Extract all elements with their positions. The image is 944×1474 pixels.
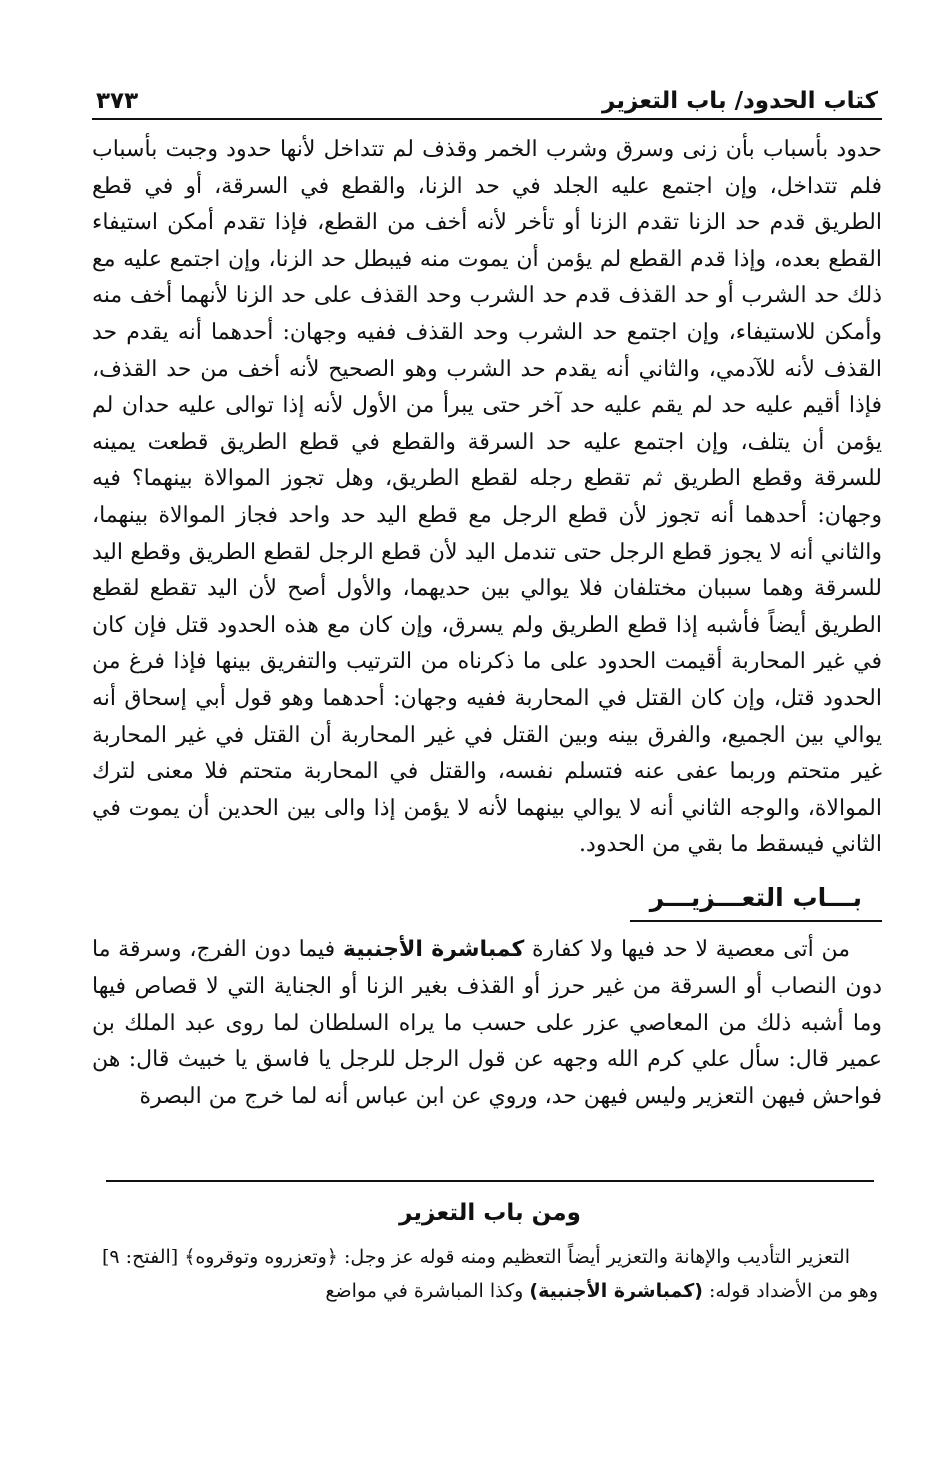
- paragraph-tazir: [92, 932, 882, 1115]
- footnote-bold-term: (كمباشرة الأجنبية): [529, 1280, 703, 1302]
- footnote-block: [102, 1196, 878, 1308]
- running-header: [92, 78, 882, 120]
- main-text: [92, 132, 882, 1115]
- paragraph-tazir-rest: فيما دون الفرج، وسرقة ما دون النصاب أو السرقة من غير حرز أو القذف بغير الزنا أو الجناية التي لا قصاص فيها وما أشبه ذلك من المعاصي عزر على حسب ما يراه السلطان لما روى عبد الملك بن عمير قال: سأل علي كرم الله وجهه عن قول الرجل للرجل يا فاسق يا خبيث قال: هن فواحش فيهن التعزير وليس فيهن حد، وروي عن ابن عباس أنه لما خرج من البصرة: [92, 937, 882, 1109]
- paragraph-tazir-start: من أتى معصية لا حد فيها ولا كفارة: [532, 937, 850, 963]
- bold-term: كمباشرة الأجنبية: [342, 937, 525, 963]
- page-number: ٣٧٣: [96, 88, 139, 114]
- section-heading: [92, 880, 882, 923]
- footnote-title: ومن باب التعزير: [399, 1200, 581, 1226]
- footnote-text-start: التعزير التأديب والإهانة والتعزير أيضاً التعظيم ومنه قوله عز وجل: ﴿وتعزروه وتوقروه﴾ [الفتح: ٩] وهو من الأضداد قوله:: [102, 1246, 878, 1302]
- footnote-text: [102, 1240, 878, 1308]
- footnote-text-rest: وكذا المباشرة في مواضع: [325, 1280, 524, 1302]
- book-page: [92, 78, 882, 1115]
- footnote-divider: [106, 1180, 874, 1182]
- chapter-title: كتاب الحدود/ باب التعزير: [602, 88, 878, 114]
- paragraph-hudud: حدود بأسباب بأن زنى وسرق وشرب الخمر وقذف لم تتداخل لأنها حدود وجبت بأسباب فلم تتداخل، وإن اجتمع عليه الجلد في حد الزنا، والقطع في السرقة، أو في قطع الطريق قدم حد الزنا تقدم الزنا أو تأخر لأنه أخف من القطع، فإذا تقدم أمكن استيفاء القطع بعده، وإذا قدم القطع لم يؤمن أن يموت منه فيبطل حد الزنا، وإن اجتمع عليه مع ذلك حد الشرب أو حد القذف قدم حد الشرب وحد القذف على حد الزنا لأنهما أخف منه وأمكن للاستيفاء، وإن اجتمع حد الشرب وحد القذف ففيه وجهان: أحدهما أنه يقدم حد القذف لأنه للآدمي، والثاني أنه يقدم حد الشرب وهو الصحيح لأنه أخف من حد القذف، فإذا أقيم عليه حد لم يقم عليه حد آخر حتى يبرأ من الأول لأنه إذا توالى عليه حدان لم يؤمن أن يتلف، وإن اجتمع عليه حد السرقة والقطع في قطع الطريق قطعت يمينه للسرقة وقطع الطريق ثم تقطع رجله لقطع الطريق، وهل تجوز الموالاة بينهما؟ فيه وجهان: أحدهما أنه تجوز لأن قطع الرجل مع قطع اليد حد واحد فجاز الموالاة بينهما، والثاني أنه لا يجوز قطع الرجل حتى تندمل اليد لأن قطع الرجل لقطع الطريق وقطع اليد للسرقة وهما سببان مختلفان فلا يوالي بين حديهما، والأول أصح لأن اليد تقطع لقطع الطريق أيضاً فأشبه إذا قطع الطريق ولم يسرق، وإن كان مع هذه الحدود قتل فإن كان في غير المحاربة أقيمت الحدود على ما ذكرناه من الترتيب والتفريق بينها فإذا فرغ من الحدود قتل، وإن كان القتل في المحاربة ففيه وجهان: أحدهما وهو قول أبي إسحاق أنه يوالي بين الجميع، والفرق بينه وبين القتل في غير المحاربة أن القتل في غير المحاربة غير متحتم وربما عفى عنه فتسلم نفسه، والقتل في المحاربة متحتم فلا معنى لترك الموالاة، والوجه الثاني أنه لا يوالي بينهما لأنه لا يؤمن إذا والى بين الحدين أن يموت في الثاني فيسقط ما بقي من الحدود.: [92, 137, 883, 858]
- section-heading-text: بـــاب التعـــزيـــر: [630, 880, 882, 923]
